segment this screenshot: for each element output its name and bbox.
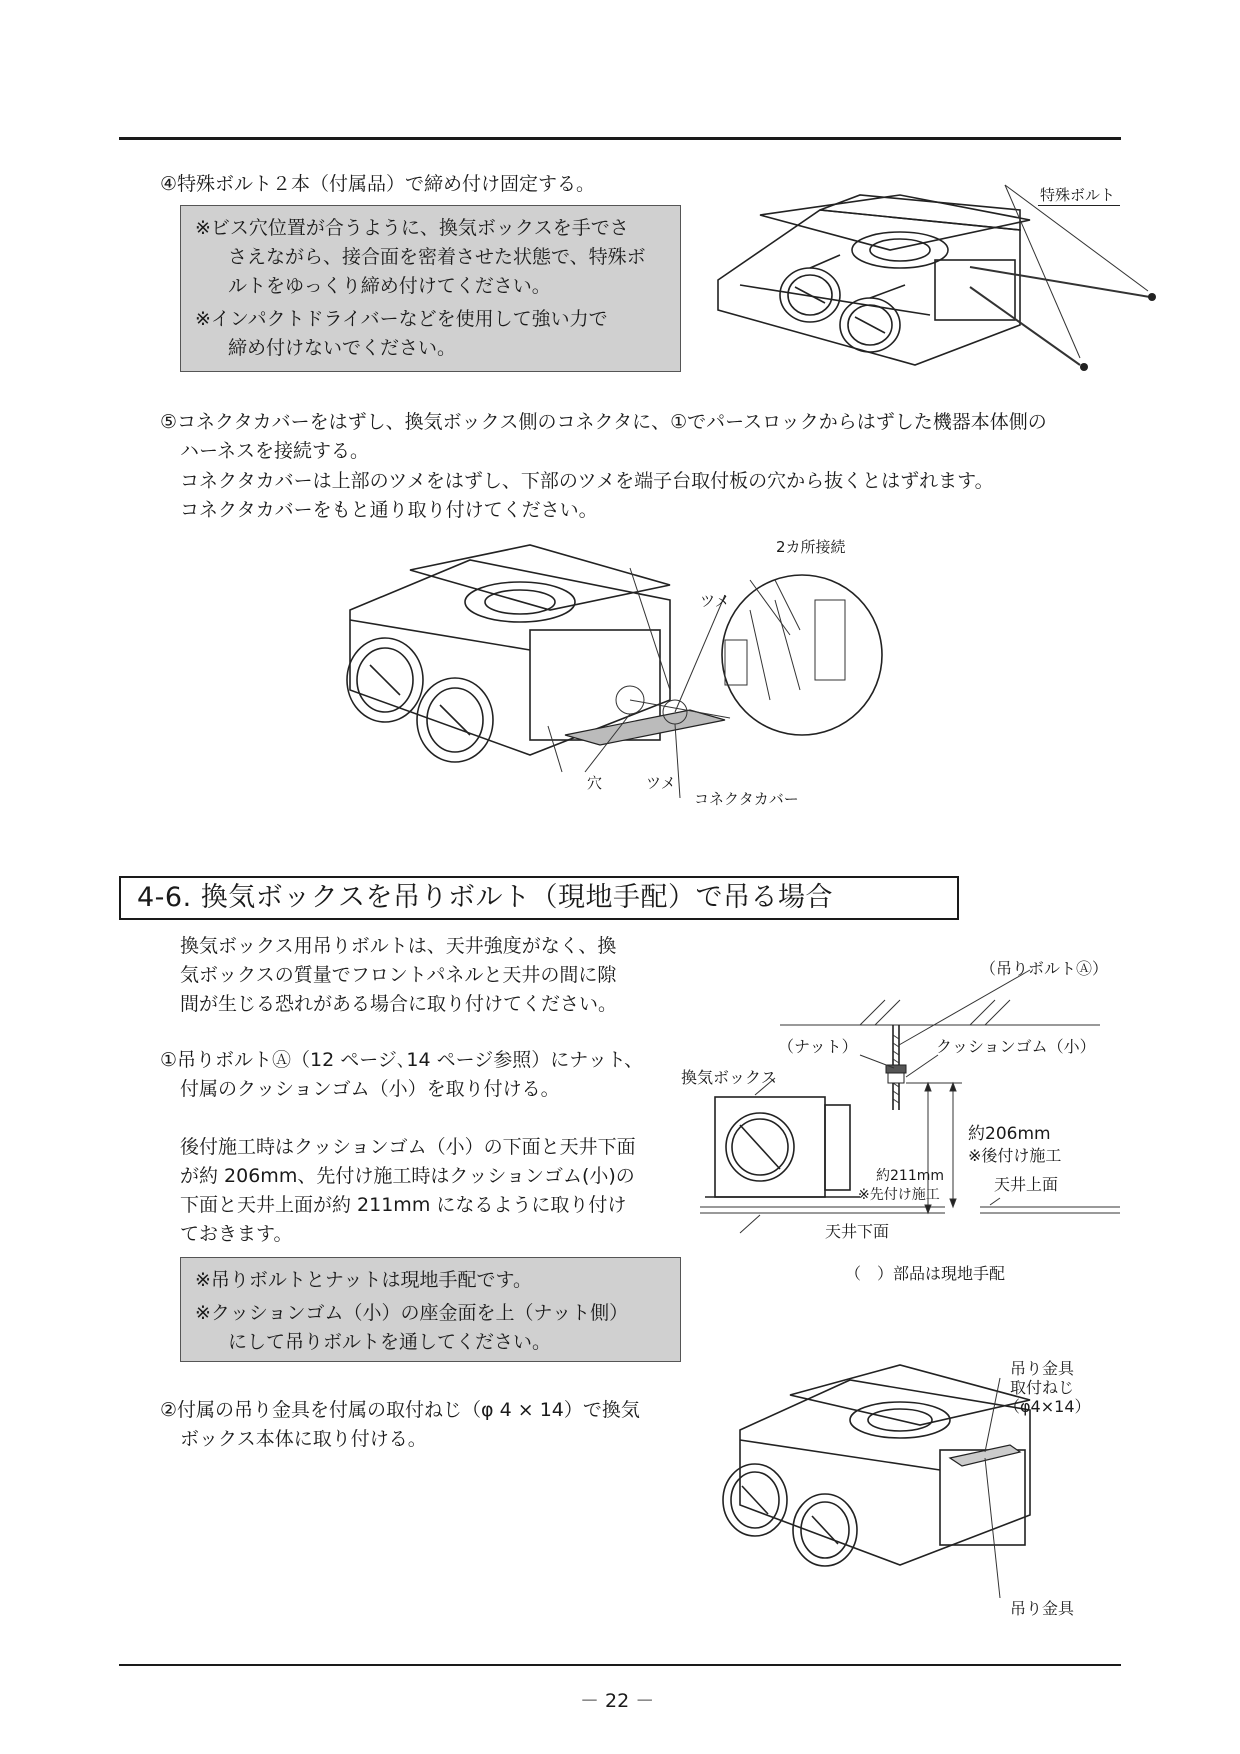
label-nut: （ナット） bbox=[778, 1037, 858, 1056]
figure-hanging-bracket bbox=[700, 1340, 1060, 1600]
intro-line2: 気ボックスの質量でフロントパネルと天井の間に隙 bbox=[180, 964, 617, 986]
label-hanging-bolt: （吊りボルトⒶ） bbox=[980, 959, 1109, 978]
intro-line1: 換気ボックス用吊りボルトは、天井強度がなく、換 bbox=[180, 935, 617, 957]
bottom-rule bbox=[119, 1664, 1121, 1666]
step1-note-box bbox=[180, 1257, 681, 1362]
note3: ※吊りボルトとナットは現地手配です。 bbox=[195, 1269, 533, 1291]
note4-line1: ※クッションゴム（小）の座金面を上（ナット側） bbox=[195, 1302, 629, 1324]
label-211: 約211mm bbox=[876, 1168, 944, 1184]
label-retrofit: ※後付け施工 bbox=[968, 1146, 1062, 1165]
label-two-points: 2カ所接続 bbox=[776, 538, 846, 556]
label-206: 約206mm bbox=[968, 1124, 1051, 1144]
step5-line4: コネクタカバーをもと通り取り付けてください。 bbox=[180, 499, 598, 521]
step1-para-line2: が約 206mm、先付け施工時はクッションゴム(小)の bbox=[180, 1165, 635, 1187]
label-ceiling-bottom: 天井下面 bbox=[825, 1222, 890, 1241]
step5-line1: ⑤コネクタカバーをはずし、換気ボックス側のコネクタに、①でパースロックからはずした機器本体側の bbox=[160, 411, 1047, 433]
step5-line3: コネクタカバーは上部のツメをはずし、下部のツメを端子台取付板の穴から抜くとはずれます。 bbox=[180, 470, 994, 492]
note2-line1: ※インパクトドライバーなどを使用して強い力で bbox=[195, 308, 608, 330]
step2-line1: ②付属の吊り金具を付属の取付ねじ（φ 4 × 14）で換気 bbox=[160, 1399, 640, 1421]
intro-line3: 間が生じる恐れがある場合に取り付けてください。 bbox=[180, 993, 618, 1015]
note1-line1: ※ビス穴位置が合うように、換気ボックスを手でさ bbox=[195, 217, 629, 239]
figure-special-bolt bbox=[700, 175, 1150, 385]
label-cushion: クッションゴム（小） bbox=[936, 1037, 1096, 1056]
top-rule bbox=[119, 137, 1121, 140]
label-prefit: ※先付け施工 bbox=[858, 1187, 940, 1203]
note2-line2: 締め付けないでください。 bbox=[228, 337, 457, 359]
step4-text: ④特殊ボルト２本（付属品）で締め付け固定する。 bbox=[160, 173, 596, 195]
label-connector-cover: コネクタカバー bbox=[694, 790, 799, 808]
step1-para-line1: 後付施工時はクッションゴム（小）の下面と天井下面 bbox=[180, 1136, 636, 1158]
note4-line2: にして吊りボルトを通してください。 bbox=[228, 1331, 552, 1353]
diagram-caption: （ ）部品は現地手配 bbox=[845, 1264, 1006, 1283]
label-bracket: 吊り金具 bbox=[1010, 1599, 1075, 1618]
figure-connector-cover bbox=[330, 540, 930, 830]
step5-line2: ハーネスを接続する。 bbox=[180, 440, 370, 462]
note1-line2: さえながら、接合面を密着させた状態で、特殊ボ bbox=[228, 246, 646, 268]
step1-line2: 付属のクッションゴム（小）を取り付ける。 bbox=[180, 1078, 560, 1100]
section-title: 4-6. 換気ボックスを吊りボルト（現地手配）で吊る場合 bbox=[119, 876, 959, 920]
step1-line1: ①吊りボルトⒶ（12 ページ､14 ページ参照）にナット、 bbox=[160, 1049, 644, 1071]
label-special-bolt: 特殊ボルト bbox=[1040, 186, 1116, 204]
label-bracket-screw-3: （φ4×14） bbox=[1004, 1397, 1091, 1416]
page-number: － 22 － bbox=[580, 1690, 655, 1712]
label-tab-bottom: ツメ bbox=[646, 774, 676, 792]
label-box: 換気ボックス bbox=[681, 1068, 777, 1087]
step1-para-line4: ておきます。 bbox=[180, 1223, 293, 1245]
note1-line3: ルトをゆっくり締め付けてください。 bbox=[228, 275, 551, 297]
label-hole: 穴 bbox=[587, 774, 603, 792]
step4-note-box bbox=[180, 205, 681, 372]
step1-para-line3: 下面と天井上面が約 211mm になるように取り付け bbox=[180, 1194, 627, 1216]
label-special-bolt-underline bbox=[1038, 205, 1120, 206]
step2-line2: ボックス本体に取り付ける。 bbox=[180, 1428, 427, 1450]
label-tab-top: ツメ bbox=[700, 592, 730, 610]
label-bracket-screw-2: 取付ねじ bbox=[1010, 1378, 1075, 1397]
label-ceiling-top: 天井上面 bbox=[994, 1175, 1059, 1194]
label-bracket-screw-1: 吊り金具 bbox=[1010, 1359, 1075, 1378]
